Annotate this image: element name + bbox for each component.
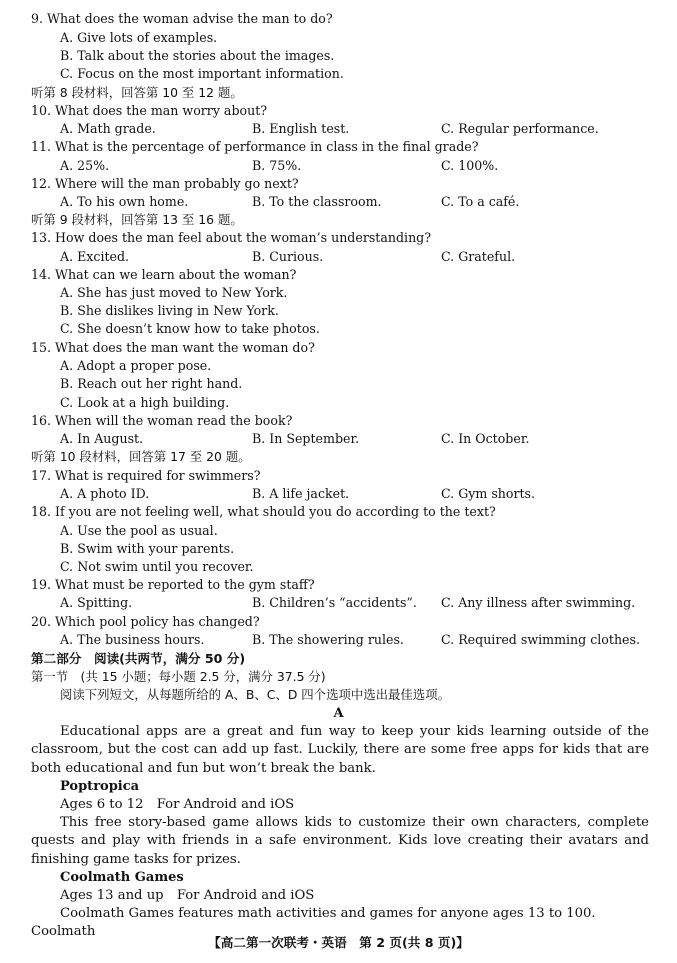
question-9-option-a: A. Give lots of examples. bbox=[60, 30, 218, 45]
question-18-option-c: C. Not swim until you recover. bbox=[60, 559, 254, 574]
question-17-stem: 17. What is required for swimmers? bbox=[31, 468, 261, 483]
question-15-option-b: B. Reach out her right hand. bbox=[60, 376, 243, 391]
instruction-q10-12: 听第 8 段材料，回答第 10 至 12 题。 bbox=[31, 85, 243, 100]
question-10-option-b: B. English test. bbox=[252, 121, 350, 136]
question-20-option-c: C. Required swimming clothes. bbox=[441, 632, 640, 647]
question-14-option-a: A. She has just moved to New York. bbox=[60, 285, 288, 300]
question-14-option-b: B. She dislikes living in New York. bbox=[60, 303, 279, 318]
app-ages-coolmath: Ages 13 and up For Android and iOS bbox=[60, 888, 315, 903]
question-20-option-b: B. The showering rules. bbox=[252, 632, 404, 647]
instruction-q17-20: 听第 10 段材料，回答第 17 至 20 题。 bbox=[31, 449, 251, 464]
question-14-option-c: C. She doesn’t know how to take photos. bbox=[60, 321, 320, 336]
question-9-stem: 9. What does the woman advise the man to do? bbox=[31, 11, 333, 26]
question-18-option-a: A. Use the pool as usual. bbox=[60, 523, 218, 538]
question-19-stem: 19. What must be reported to the gym staff? bbox=[31, 577, 315, 592]
app-desc-poptropica: This free story-based game allows kids to customize their own characters, complete quests and play with friends in a safe environment. Kids love creating their avatars and finishing game tasks for prizes. bbox=[31, 815, 649, 867]
question-17-option-a: A. A photo ID. bbox=[60, 486, 150, 501]
question-15-stem: 15. What does the man want the woman do? bbox=[31, 340, 315, 355]
app-title-coolmath: Coolmath Games bbox=[60, 870, 184, 885]
reading-instruction: 阅读下列短文，从每题所给的 A、B、C、D 四个选项中选出最佳选项。 bbox=[60, 687, 450, 702]
question-20-option-a: A. The business hours. bbox=[60, 632, 205, 647]
question-11-stem: 11. What is the percentage of performance in class in the final grade? bbox=[31, 139, 479, 154]
app-desc-coolmath: Coolmath Games features math activities and games for anyone ages 13 to 100. Coolmath bbox=[31, 906, 596, 940]
question-13-option-c: C. Grateful. bbox=[441, 249, 516, 264]
question-15-option-c: C. Look at a high building. bbox=[60, 395, 230, 410]
question-20-stem: 20. Which pool policy has changed? bbox=[31, 614, 260, 629]
question-17-option-c: C. Gym shorts. bbox=[441, 486, 536, 501]
app-title-poptropica: Poptropica bbox=[60, 779, 140, 794]
question-11-option-c: C. 100%. bbox=[441, 158, 499, 173]
question-16-option-c: C. In October. bbox=[441, 431, 530, 446]
question-9-option-c: C. Focus on the most important information. bbox=[60, 66, 344, 81]
section-one-heading: 第一节 (共 15 小题；每小题 2.5 分，满分 37.5 分) bbox=[31, 669, 326, 684]
question-15-option-a: A. Adopt a proper pose. bbox=[60, 358, 212, 373]
question-14-stem: 14. What can we learn about the woman? bbox=[31, 267, 297, 282]
instruction-q13-16: 听第 9 段材料，回答第 13 至 16 题。 bbox=[31, 212, 243, 227]
question-13-option-b: B. Curious. bbox=[252, 249, 324, 264]
question-12-option-a: A. To his own home. bbox=[60, 194, 189, 209]
question-16-option-b: B. In September. bbox=[252, 431, 360, 446]
question-16-stem: 16. When will the woman read the book? bbox=[31, 413, 293, 428]
question-10-option-a: A. Math grade. bbox=[60, 121, 156, 136]
question-19-option-b: B. Children’s “accidents”. bbox=[252, 595, 417, 610]
passage-letter: A bbox=[333, 706, 344, 721]
app-ages-poptropica: Ages 6 to 12 For Android and iOS bbox=[60, 797, 295, 812]
question-18-option-b: B. Swim with your parents. bbox=[60, 541, 235, 556]
question-12-stem: 12. Where will the man probably go next? bbox=[31, 176, 299, 191]
question-9-option-b: B. Talk about the stories about the images. bbox=[60, 48, 335, 63]
question-17-option-b: B. A life jacket. bbox=[252, 486, 350, 501]
question-12-option-c: C. To a café. bbox=[441, 194, 520, 209]
question-19-option-a: A. Spitting. bbox=[60, 595, 133, 610]
question-18-stem: 18. If you are not feeling well, what should you do according to the text? bbox=[31, 504, 496, 519]
page-footer: 【高二第一次联考・英语 第 2 页(共 8 页)】 bbox=[208, 935, 469, 950]
question-11-option-b: B. 75%. bbox=[252, 158, 302, 173]
question-19-option-c: C. Any illness after swimming. bbox=[441, 595, 636, 610]
question-12-option-b: B. To the classroom. bbox=[252, 194, 382, 209]
intro-paragraph: Educational apps are a great and fun way to keep your kids learning outside of the classroom, but the cost can add up fast. Luckily, there are some free apps for kids that are both educational and fun but won’t break the bank. bbox=[31, 724, 649, 776]
question-13-option-a: A. Excited. bbox=[60, 249, 130, 264]
question-13-stem: 13. How does the man feel about the woman’s understanding? bbox=[31, 230, 431, 245]
question-16-option-a: A. In August. bbox=[60, 431, 144, 446]
part-two-heading: 第二部分 阅读(共两节，满分 50 分) bbox=[31, 651, 246, 666]
question-10-option-c: C. Regular performance. bbox=[441, 121, 599, 136]
question-11-option-a: A. 25%. bbox=[60, 158, 110, 173]
question-10-stem: 10. What does the man worry about? bbox=[31, 103, 268, 118]
